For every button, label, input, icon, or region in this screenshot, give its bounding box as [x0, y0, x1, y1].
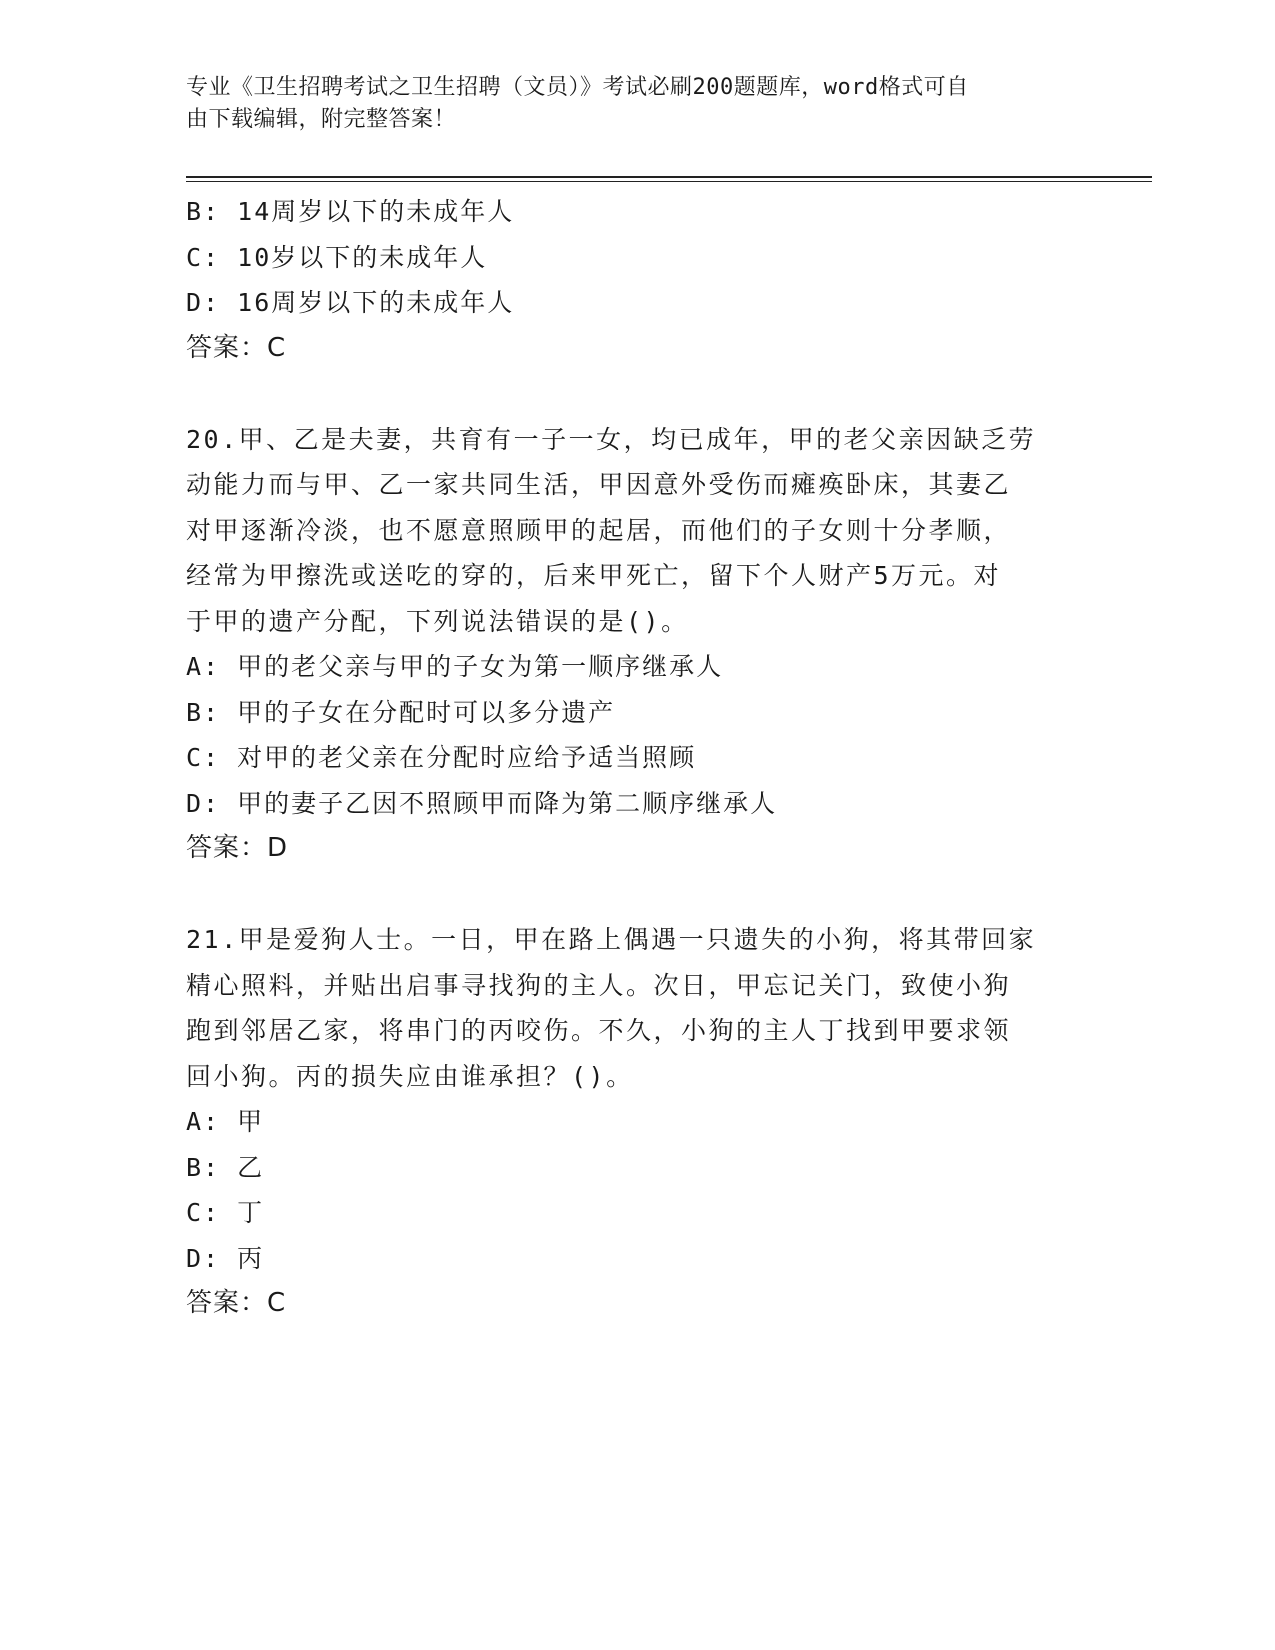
header-divider-thick: [186, 176, 1152, 178]
header-title-line-1: 专业《卫生招聘考试之卫生招聘（文员）》考试必刷200题题库，word格式可自: [186, 75, 969, 100]
answer-line: 答案：C: [186, 332, 287, 363]
question-content: [186, 189, 1086, 1327]
stem-line: 精心照料，并贴出启事寻找狗的主人。次日，甲忘记关门，致使小狗: [186, 970, 1012, 1000]
option-d: D: 丙: [186, 1243, 265, 1273]
option-d: D: 16周岁以下的未成年人: [186, 288, 515, 317]
stem-line: 21.甲是爱狗人士。一日，甲在路上偶遇一只遗失的小狗，将其带回家: [186, 925, 1037, 954]
option-b: B: 甲的子女在分配时可以多分遗产: [186, 697, 616, 727]
option-c: C: 对甲的老父亲在分配时应给予适当照顾: [186, 743, 697, 772]
option-d: D: 甲的妻子乙因不照顾甲而降为第二顺序继承人: [186, 788, 778, 818]
question-21-block: [186, 917, 1086, 1327]
header-divider-thin: [186, 181, 1152, 182]
prev-question-block: [186, 189, 1086, 371]
stem-line: 对甲逐渐冷淡，也不愿意照顾甲的起居，而他们的子女则十分孝顺，: [186, 515, 1012, 545]
spacer: [186, 371, 1086, 417]
stem-line: 动能力而与甲、乙一家共同生活，甲因意外受伤而瘫痪卧床，其妻乙: [186, 470, 1012, 499]
answer-line: 答案：D: [186, 833, 289, 863]
option-b: B: 乙: [186, 1152, 265, 1182]
question-20-stem: [186, 417, 1086, 645]
option-c: C: 丁: [186, 1198, 265, 1227]
stem-line: 经常为甲擦洗或送吃的穿的，后来甲死亡，留下个人财产5万元。对: [186, 561, 1002, 590]
option-a: A: 甲: [186, 1107, 265, 1136]
stem-line: 回小狗。丙的损失应由谁承担？()。: [186, 1061, 634, 1091]
document-header: [186, 72, 1066, 136]
question-20-block: [186, 417, 1086, 872]
option-a: A: 甲的老父亲与甲的子女为第一顺序继承人: [186, 652, 724, 681]
question-21-stem: [186, 917, 1086, 1099]
option-b: B: 14周岁以下的未成年人: [186, 197, 515, 226]
spacer: [186, 872, 1086, 918]
header-title-line-2: 由下载编辑，附完整答案！: [186, 107, 457, 132]
stem-line: 于甲的遗产分配，下列说法错误的是()。: [186, 606, 689, 636]
stem-line: 20.甲、乙是夫妻，共育有一子一女，均已成年，甲的老父亲因缺乏劳: [186, 424, 1037, 454]
stem-line: 跑到邻居乙家，将串门的丙咬伤。不久，小狗的主人丁找到甲要求领: [186, 1016, 1012, 1045]
answer-line: 答案：C: [186, 1288, 287, 1318]
option-c: C: 10岁以下的未成年人: [186, 242, 488, 272]
